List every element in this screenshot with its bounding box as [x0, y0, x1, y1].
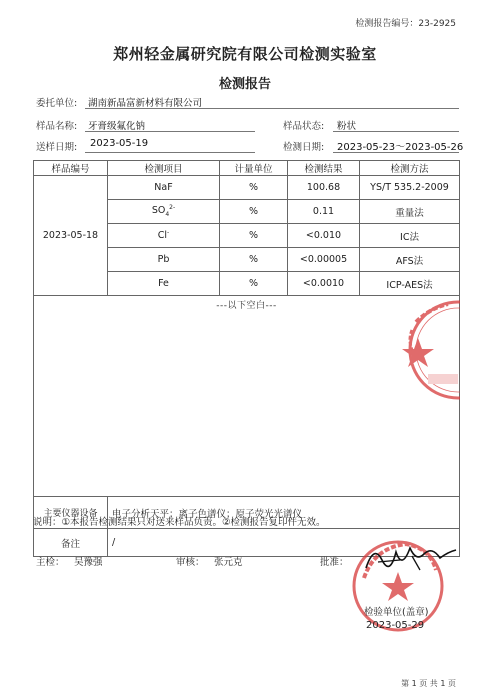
method-cell: IC法 [360, 224, 460, 248]
inspector-name: 吴豫强 [74, 557, 103, 568]
result-cell: <0.010 [288, 224, 360, 248]
table-header-row [34, 161, 460, 176]
result-cell: <0.0010 [288, 272, 360, 296]
page-number: 第 1 页 共 1 页 [401, 679, 456, 688]
test-date-underline [333, 152, 459, 153]
header-unit: 计量单位 [220, 161, 288, 176]
equipment-label: 主要仪器设备 [34, 497, 108, 529]
sent-date-value: 2023-05-19 [90, 138, 149, 149]
reviewer-name: 张元克 [214, 557, 243, 568]
header-method: 检测方法 [360, 161, 460, 176]
unit-cell: % [220, 272, 288, 296]
unit-cell: % [220, 248, 288, 272]
result-cell: <0.00005 [288, 248, 360, 272]
sample-state-label: 样品状态: [283, 121, 325, 132]
report-number: 检测报告编号：23-2925 [355, 19, 456, 29]
issue-date: 2023-05-29 [366, 620, 425, 631]
sample-state-value: 粉状 [337, 121, 357, 132]
item-cell: Fe [108, 272, 220, 296]
method-cell: AFS法 [360, 248, 460, 272]
header-result: 检测结果 [288, 161, 360, 176]
item-cell: Pb [108, 248, 220, 272]
sample-name-label: 样品名称: [36, 121, 78, 132]
sample-name-underline [85, 131, 255, 132]
header-sample-id: 样品编号 [34, 161, 108, 176]
result-cell: 0.11 [288, 200, 360, 224]
blank-marker: ---以下空白--- [216, 301, 277, 311]
signature-icon [360, 540, 460, 576]
method-cell: 重量法 [360, 200, 460, 224]
organization-title: 郑州轻金属研究院有限公司检测实验室 [113, 45, 377, 63]
client-label: 委托单位: [36, 98, 78, 109]
client-underline [85, 108, 459, 109]
table-row [34, 176, 460, 200]
remark-value: / [108, 529, 460, 557]
reviewer-label: 审核： [176, 557, 205, 568]
sent-date-label: 送样日期: [36, 142, 78, 153]
method-cell: ICP-AES法 [360, 272, 460, 296]
test-date-value: 2023-05-23～2023-05-26 [337, 142, 464, 153]
result-cell: 100.68 [288, 176, 360, 200]
header-item: 检测项目 [108, 161, 220, 176]
item-cell: NaF [108, 176, 220, 200]
sent-date-underline [85, 152, 255, 153]
sample-id-cell: 2023-05-18 [34, 176, 108, 296]
item-cell: $SO_4^{2-}$ [108, 200, 220, 224]
approver-label: 批准： [320, 557, 349, 568]
inspection-stamp-icon [378, 300, 460, 410]
unit-cell: % [220, 176, 288, 200]
client-value: 湖南新晶富新材料有限公司 [88, 98, 203, 109]
unit-cell: % [220, 224, 288, 248]
unit-cell: % [220, 200, 288, 224]
sample-state-underline [333, 131, 459, 132]
method-cell: YS/T 535.2-2009 [360, 176, 460, 200]
report-title: 检测报告 [218, 77, 271, 92]
remark-label: 备注 [34, 529, 108, 557]
issuing-unit-label: 检验单位(盖章) [364, 607, 429, 618]
sample-name-value: 牙膏级氟化钠 [88, 121, 146, 132]
equipment-value: 电子分析天平；离子色谱仪；原子荧光光谱仪 [108, 497, 460, 529]
inspector-label: 主检： [36, 557, 65, 568]
test-date-label: 检测日期: [283, 142, 325, 153]
item-cell: Cl- [108, 224, 220, 248]
footer-note: 说明：①本报告检测结果只对送来样品负责。②检测报告复印件无效。 [33, 517, 326, 528]
